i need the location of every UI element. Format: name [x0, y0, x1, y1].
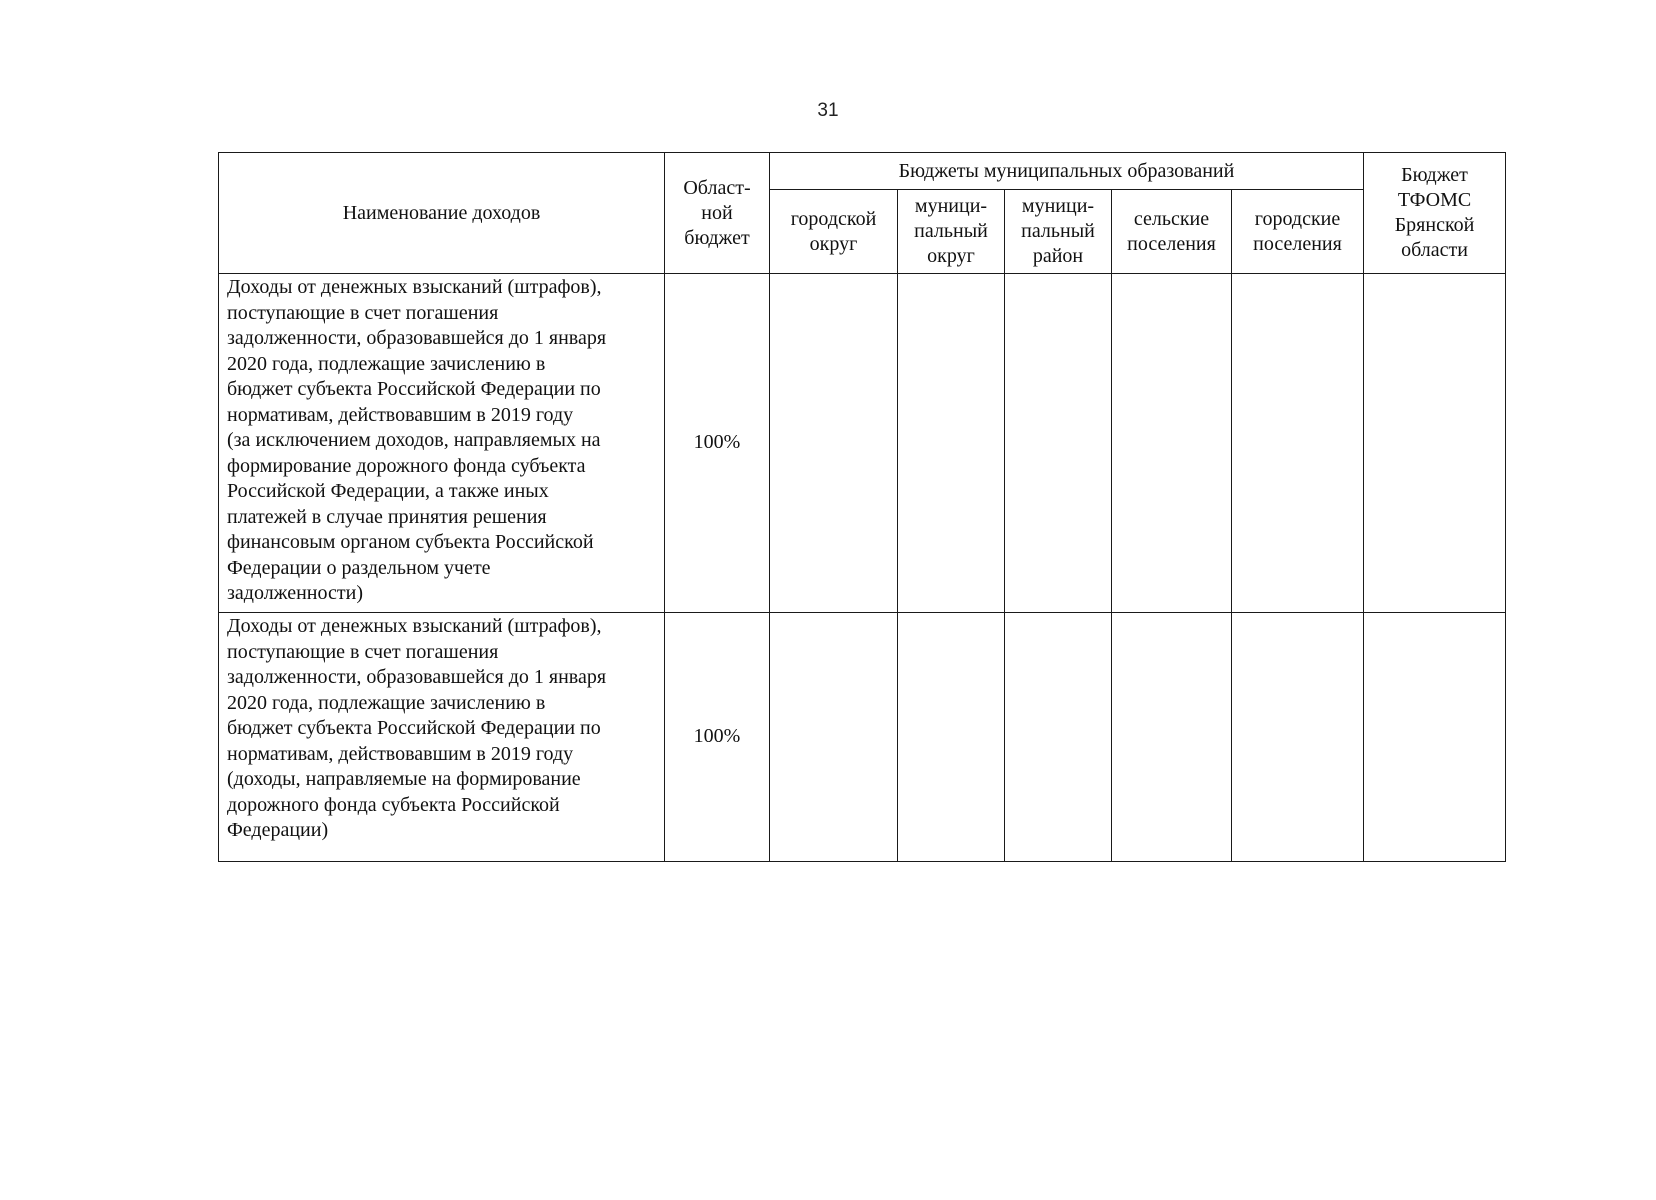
table-row	[219, 274, 1506, 613]
text-line: формирование дорожного фонда субъекта	[227, 454, 586, 477]
header-line: пальный	[1021, 220, 1095, 242]
header-line: муници-	[914, 195, 988, 217]
text-line: задолженности, образовавшейся до 1 января	[227, 327, 607, 349]
header-line: поселения	[1253, 232, 1342, 255]
header-line: округ	[927, 245, 975, 267]
text-line: Федерации о раздельном учете	[227, 556, 491, 579]
text-line: нормативам, действовавшим в 2019 году	[227, 742, 574, 765]
text-line: поступающие в счет погашения	[227, 301, 499, 324]
text-line: задолженности)	[227, 582, 363, 604]
rural-settlements-share-cell	[1112, 274, 1232, 613]
text-line: Федерации)	[227, 819, 329, 841]
header-line: области	[1401, 239, 1468, 261]
urban-district-share-cell	[770, 274, 898, 613]
tfoms-share-cell	[1364, 613, 1506, 862]
header-line: пальный	[914, 220, 988, 242]
header-municipal-okrug	[898, 190, 1005, 274]
municipal-district-share-cell	[1005, 613, 1112, 862]
revenue-distribution-table	[218, 152, 1506, 862]
header-line: район	[1032, 245, 1084, 267]
text-line: Российской Федерации, а также иных	[227, 480, 549, 502]
municipal-okrug-share-cell	[898, 274, 1005, 613]
municipal-district-share-cell	[1005, 274, 1112, 613]
revenue-name-cell	[219, 613, 665, 862]
header-revenue-name	[219, 153, 665, 274]
header-line: бюджет	[684, 226, 750, 249]
header-line: ТФОМС	[1397, 189, 1472, 211]
text-line: финансовым органом субъекта Российской	[227, 531, 594, 553]
header-municipal-district	[1005, 190, 1112, 274]
header-urban-district	[770, 190, 898, 274]
urban-settlements-share-cell	[1232, 274, 1364, 613]
header-urban-settlements	[1232, 190, 1364, 274]
text-line: (доходы, направляемые на формирование	[227, 768, 581, 790]
text-line: (за исключением доходов, направляемых на	[227, 429, 601, 451]
header-row-top	[219, 153, 1506, 190]
header-revenue-name-label: Наименование доходов	[342, 201, 541, 224]
text-line: 2020 года, подлежащие зачислению в	[227, 352, 546, 375]
header-rural-settlements	[1112, 190, 1232, 274]
text-line: Доходы от денежных взысканий (штрафов),	[227, 615, 602, 637]
text-line: бюджет субъекта Российской Федерации по	[227, 717, 601, 739]
header-line: Област-	[683, 176, 751, 199]
regional-share-cell: 100%	[665, 274, 770, 613]
text-line: задолженности, образовавшейся до 1 января	[227, 666, 607, 688]
municipal-okrug-share-cell	[898, 613, 1005, 862]
text-line: нормативам, действовавшим в 2019 году	[227, 403, 574, 426]
regional-share-cell: 100%	[665, 613, 770, 862]
text-line: платежей в случае принятия решения	[227, 505, 547, 528]
header-line: городской	[790, 207, 877, 230]
header-line: городские	[1254, 207, 1341, 230]
text-line: Доходы от денежных взысканий (штрафов),	[227, 276, 602, 298]
text-line: дорожного фонда субъекта Российской	[227, 793, 560, 816]
header-municipal-group	[770, 153, 1364, 190]
header-line: ной	[701, 201, 733, 224]
revenue-name-cell	[219, 274, 665, 613]
header-line: поселения	[1127, 232, 1216, 255]
page-number: 31	[817, 100, 839, 121]
tfoms-share-cell	[1364, 274, 1506, 613]
text-line: поступающие в счет погашения	[227, 640, 499, 663]
urban-settlements-share-cell	[1232, 613, 1364, 862]
urban-district-share-cell	[770, 613, 898, 862]
table-row	[219, 613, 1506, 862]
rural-settlements-share-cell	[1112, 613, 1232, 862]
header-regional-budget	[665, 153, 770, 274]
header-line: сельские	[1133, 207, 1210, 230]
header-line: Брянской	[1394, 214, 1475, 236]
header-tfoms-budget	[1364, 153, 1506, 274]
header-line: Бюджет	[1401, 164, 1468, 186]
text-line: 2020 года, подлежащие зачислению в	[227, 691, 546, 714]
text-line: бюджет субъекта Российской Федерации по	[227, 378, 601, 400]
header-line: округ	[809, 232, 858, 255]
header-municipal-group-label: Бюджеты муниципальных образований	[898, 159, 1235, 182]
header-line: муници-	[1021, 195, 1095, 217]
